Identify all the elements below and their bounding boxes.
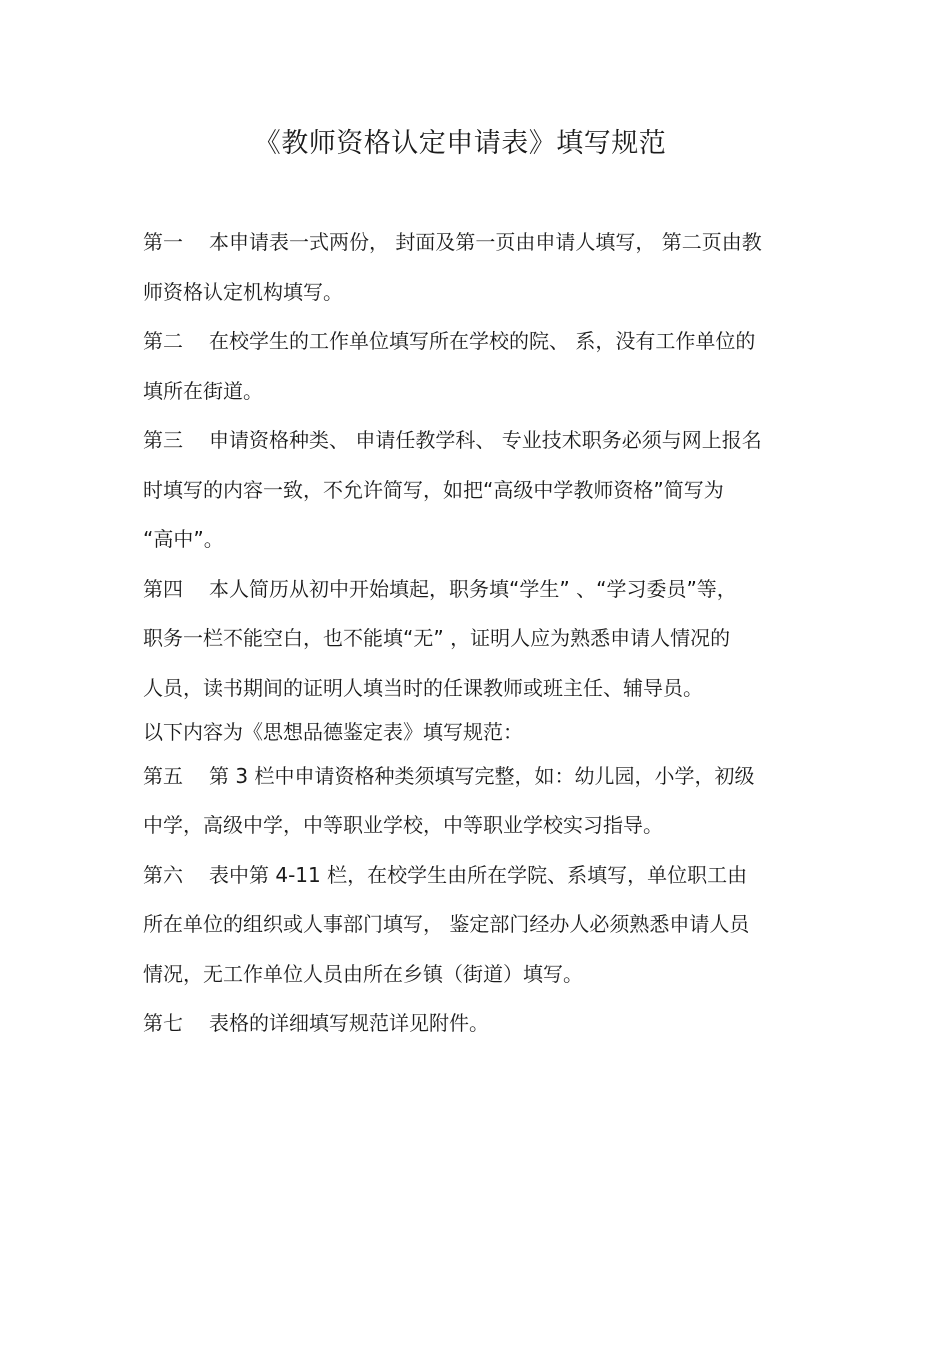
document-body — [143, 220, 808, 1051]
paragraph-line — [143, 468, 808, 518]
paragraph-line — [143, 616, 808, 666]
clause-label: 第六 — [143, 862, 183, 887]
paragraph-line — [143, 902, 808, 952]
paragraph-line — [143, 803, 808, 853]
paragraph-line — [143, 1001, 808, 1051]
clause-text: 师资格认定机构填写。 — [143, 279, 343, 304]
paragraph-line — [143, 754, 808, 804]
clause-text: 时填写的内容一致，不允许简写，如把“高级中学教师资格”简写为 — [143, 477, 724, 502]
clause-text: 职务一栏不能空白，也不能填“无” ，证明人应为熟悉申请人情况的 — [143, 626, 731, 650]
clause-text: 人员，读书期间的证明人填当时的任课教师或班主任、辅导员。 — [143, 675, 703, 700]
paragraph-line — [143, 270, 808, 320]
clause-text: 所在单位的组织或人事部门填写， 鉴定部门经办人必须熟悉申请人员 — [143, 912, 750, 936]
clause-label: 第一 — [143, 230, 183, 254]
clause-text: 在校学生的工作单位填写所在学校的院、 系，没有工作单位的 — [209, 329, 756, 353]
paragraph-line — [143, 517, 808, 567]
paragraph-line — [143, 319, 808, 369]
clause-text: “高中”。 — [143, 527, 224, 551]
clause-label: 第七 — [143, 1011, 183, 1035]
section-note: 以下内容为《思想品德鉴定表》填写规范： — [143, 719, 523, 744]
clause-text: 申请资格种类、 申请任教学科、 专业技术职务必须与网上报名 — [209, 428, 762, 452]
paragraph-line — [143, 952, 808, 1002]
section-heading-line — [143, 710, 808, 754]
paragraph-line — [143, 853, 808, 903]
clause-text: 表中第 4-11 栏，在校学生由所在学院、系填写，单位职工由 — [209, 862, 748, 887]
clause-text: 中学，高级中学，中等职业学校，中等职业学校实习指导。 — [143, 813, 663, 837]
clause-text: 情况，无工作单位人员由所在乡镇（街道）填写。 — [143, 961, 583, 986]
clause-text: 填所在街道。 — [143, 378, 263, 403]
clause-label: 第二 — [143, 329, 183, 353]
paragraph-line — [143, 220, 808, 270]
clause-label: 第三 — [143, 428, 183, 452]
paragraph-line — [143, 418, 808, 468]
clause-text: 第 3 栏中申请资格种类须填写完整，如：幼儿园，小学，初级 — [209, 763, 755, 788]
paragraph-line — [143, 369, 808, 419]
paragraph-line — [143, 567, 808, 617]
clause-text: 表格的详细填写规范详见附件。 — [209, 1011, 489, 1035]
clause-label: 第四 — [143, 576, 183, 601]
paragraph-line — [143, 666, 808, 710]
document-title: 《教师资格认定申请表》填写规范 — [253, 128, 667, 159]
clause-text: 本人简历从初中开始填起，职务填“学生” 、“学习委员”等， — [209, 576, 737, 601]
clause-label: 第五 — [143, 763, 183, 788]
clause-text: 本申请表一式两份， 封面及第一页由申请人填写， 第二页由教 — [209, 230, 762, 254]
